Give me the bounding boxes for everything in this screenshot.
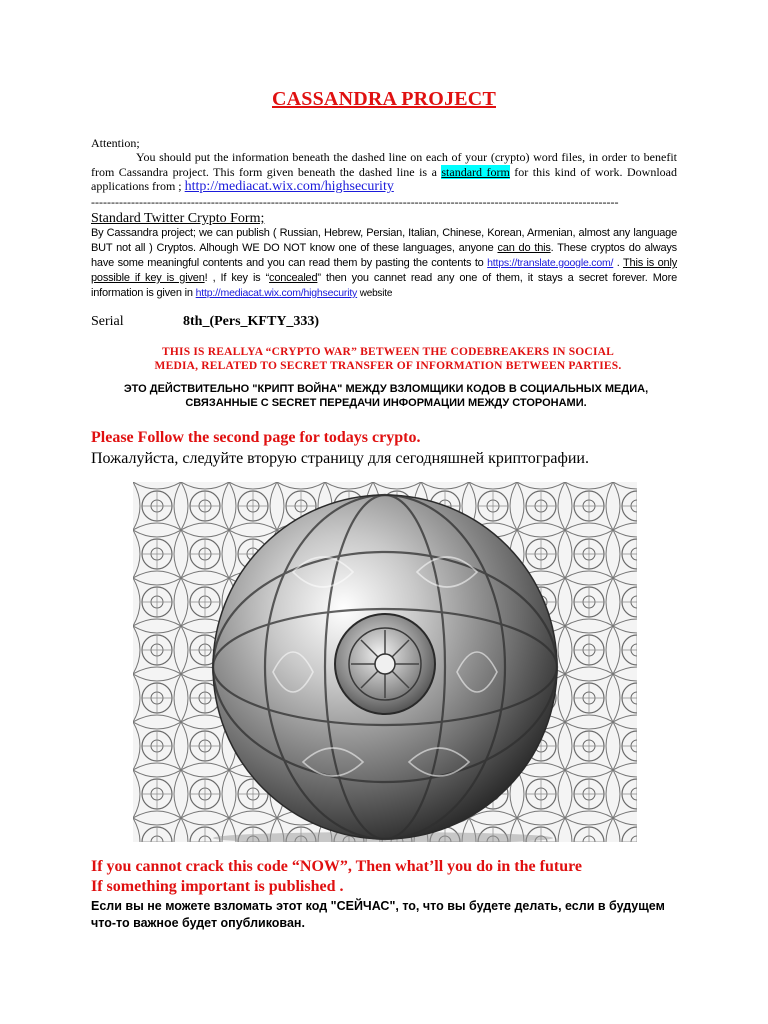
ornate-sphere-graphic (133, 482, 637, 842)
warning-english: THIS IS REALLYA “CRYPTO WAR” BETWEEN THE CODEBREAKERS IN SOCIAL MEDIA, RELATED TO SECRET TRANSFER OF INFORMATION BETWEEN PARTIES. (154, 346, 622, 372)
info-link[interactable]: http://mediacat.wix.com/highsecurity (195, 287, 358, 299)
download-link[interactable]: http://mediacat.wix.com/highsecurity (184, 179, 394, 194)
crack-english-line-1: If you cannot crack this code “NOW”, Then what’ll you do in the future (91, 858, 582, 875)
concealed-text: concealed (269, 272, 318, 284)
follow-russian: Пожалуйста, следуйте вторую страницу для сегодняшней криптографии. (91, 450, 589, 467)
body-text-3: . (613, 257, 624, 269)
follow-english: Please Follow the second page for todays crypto. (91, 429, 421, 446)
serial-label: Serial (91, 314, 124, 329)
intro-text-2: for this kind of work. Download applications from ; (91, 164, 677, 193)
attention-label: Attention; (91, 136, 140, 150)
warning-russian: ЭТО ДЕЙСТВИТЕЛЬНО "КРИПТ ВОЙНА" МЕЖДУ ВЗЛОМЩИКИ КОДОВ В СОЦИАЛЬНЫХ МЕДИА, СВЯЗАННЫЕ С SECRET ПЕРЕДАЧИ ИНФОРМАЦИИ МЕЖДУ СТОРОНАМИ. (123, 383, 649, 409)
document-title: CASSANDRA PROJECT (272, 88, 496, 110)
form-title: Standard Twitter Crypto Form; (91, 211, 265, 226)
crack-english (91, 857, 691, 897)
body-text-2: . These cryptos do always have some meaningful contents and you can read them by pasting the contents to (91, 242, 677, 269)
can-do-this-text: can do this (497, 242, 551, 254)
intro-text: You should put the information beneath the dashed line on each of your (crypto) word files, in order to benefit from Cassandra project. This form given beneath the dashed line is a (91, 150, 677, 179)
translate-link[interactable]: https://translate.google.com/ (487, 257, 614, 269)
body-text-5: ” then you cannet read any one of them, it stays a secret forever. More information is given in (91, 272, 677, 299)
dashed-separator: ------------------------------------------------------------------------------------------------------------------------------------ (91, 196, 619, 208)
only-possible-text: This is only possible if key is given (91, 257, 677, 284)
intro-paragraph (91, 150, 677, 195)
standard-form-highlight: standard form (441, 164, 510, 179)
body-text-4: ! , If key is “ (204, 272, 270, 284)
form-body-paragraph (91, 226, 677, 301)
serial-row (91, 314, 319, 330)
ornate-sphere-image (133, 482, 637, 842)
serial-value: 8th_(Pers_KFTY_333) (183, 314, 320, 329)
body-text-1: By Cassandra project; we can publish ( Russian, Hebrew, Persian, Italian, Chinese, Korean, Armenian, almost any language BUT not all ) Cryptos. Alhough WE DO NOT know one of these languages, anyone (91, 227, 677, 254)
crack-russian: Если вы не можете взломать этот код "СЕЙЧАС", то, что вы будете делать, если в будущем что-то важное будет опубликован. (91, 899, 665, 930)
crack-english-line-2: If something important is published . (91, 878, 344, 895)
website-label: website (357, 288, 393, 299)
